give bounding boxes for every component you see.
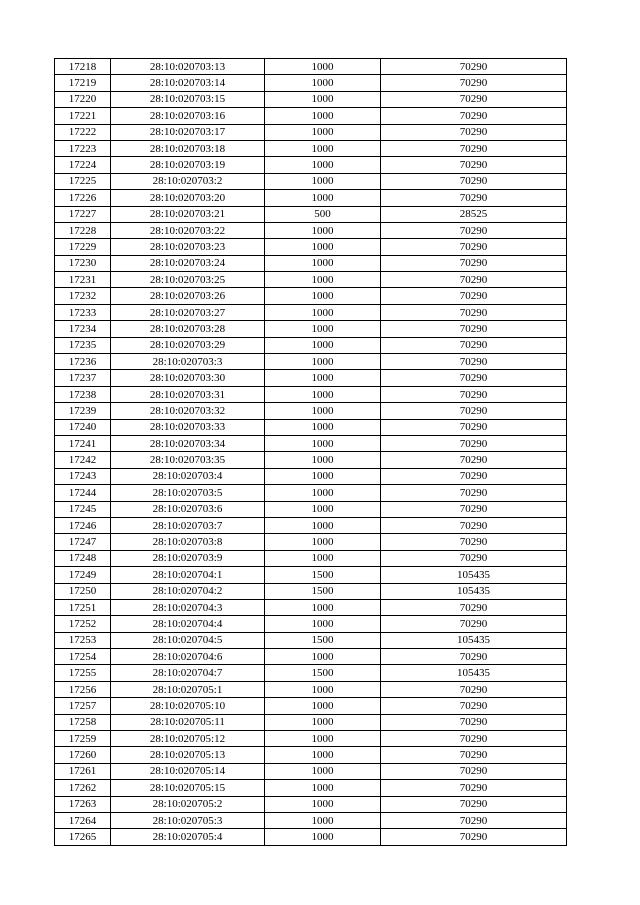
- area-cell: 1000: [265, 796, 381, 812]
- table-row: [55, 75, 567, 91]
- cadastral-number-cell: 28:10:020705:15: [111, 780, 265, 796]
- row-number-cell: 17247: [55, 534, 111, 550]
- row-number-cell: 17257: [55, 698, 111, 714]
- table-row: [55, 386, 567, 402]
- row-number-cell: 17245: [55, 501, 111, 517]
- table-row: [55, 550, 567, 566]
- cadastral-number-cell: 28:10:020703:35: [111, 452, 265, 468]
- row-number-cell: 17224: [55, 157, 111, 173]
- value-cell: 70290: [381, 731, 567, 747]
- row-number-cell: 17265: [55, 829, 111, 845]
- value-cell: 70290: [381, 321, 567, 337]
- area-cell: 1000: [265, 386, 381, 402]
- cadastral-number-cell: 28:10:020705:14: [111, 763, 265, 779]
- row-number-cell: 17221: [55, 108, 111, 124]
- area-cell: 1000: [265, 517, 381, 533]
- area-cell: 500: [265, 206, 381, 222]
- row-number-cell: 17259: [55, 731, 111, 747]
- table-row: [55, 468, 567, 484]
- value-cell: 70290: [381, 616, 567, 632]
- row-number-cell: 17225: [55, 173, 111, 189]
- cadastral-number-cell: 28:10:020703:6: [111, 501, 265, 517]
- value-cell: 70290: [381, 485, 567, 501]
- table-row: [55, 534, 567, 550]
- area-cell: 1000: [265, 59, 381, 75]
- cadastral-number-cell: 28:10:020703:33: [111, 419, 265, 435]
- row-number-cell: 17252: [55, 616, 111, 632]
- row-number-cell: 17223: [55, 140, 111, 156]
- value-cell: 70290: [381, 452, 567, 468]
- table-row: [55, 583, 567, 599]
- row-number-cell: 17263: [55, 796, 111, 812]
- table-row: [55, 337, 567, 353]
- cadastral-number-cell: 28:10:020705:2: [111, 796, 265, 812]
- value-cell: 70290: [381, 599, 567, 615]
- area-cell: 1000: [265, 304, 381, 320]
- value-cell: 70290: [381, 173, 567, 189]
- row-number-cell: 17229: [55, 239, 111, 255]
- area-cell: 1000: [265, 763, 381, 779]
- row-number-cell: 17264: [55, 812, 111, 828]
- cadastral-number-cell: 28:10:020704:5: [111, 632, 265, 648]
- cadastral-number-cell: 28:10:020703:18: [111, 140, 265, 156]
- area-cell: 1000: [265, 419, 381, 435]
- area-cell: 1000: [265, 780, 381, 796]
- value-cell: 70290: [381, 59, 567, 75]
- cadastral-number-cell: 28:10:020703:22: [111, 222, 265, 238]
- area-cell: 1000: [265, 616, 381, 632]
- row-number-cell: 17234: [55, 321, 111, 337]
- area-cell: 1000: [265, 534, 381, 550]
- cadastral-number-cell: 28:10:020704:7: [111, 665, 265, 681]
- row-number-cell: 17254: [55, 649, 111, 665]
- cadastral-number-cell: 28:10:020703:21: [111, 206, 265, 222]
- area-cell: 1500: [265, 567, 381, 583]
- table-row: [55, 780, 567, 796]
- area-cell: 1000: [265, 157, 381, 173]
- value-cell: 70290: [381, 190, 567, 206]
- area-cell: 1000: [265, 501, 381, 517]
- data-table: [54, 58, 567, 846]
- row-number-cell: 17261: [55, 763, 111, 779]
- value-cell: 70290: [381, 124, 567, 140]
- area-cell: 1000: [265, 272, 381, 288]
- cadastral-number-cell: 28:10:020703:34: [111, 435, 265, 451]
- area-cell: 1000: [265, 140, 381, 156]
- cadastral-number-cell: 28:10:020705:13: [111, 747, 265, 763]
- area-cell: 1000: [265, 75, 381, 91]
- table-row: [55, 272, 567, 288]
- row-number-cell: 17227: [55, 206, 111, 222]
- cadastral-number-cell: 28:10:020703:16: [111, 108, 265, 124]
- table-row: [55, 124, 567, 140]
- cadastral-number-cell: 28:10:020704:1: [111, 567, 265, 583]
- area-cell: 1500: [265, 665, 381, 681]
- cadastral-number-cell: 28:10:020705:1: [111, 681, 265, 697]
- value-cell: 105435: [381, 665, 567, 681]
- row-number-cell: 17232: [55, 288, 111, 304]
- row-number-cell: 17255: [55, 665, 111, 681]
- table-row: [55, 370, 567, 386]
- row-number-cell: 17230: [55, 255, 111, 271]
- table-row: [55, 763, 567, 779]
- table-body: [55, 59, 567, 846]
- value-cell: 70290: [381, 763, 567, 779]
- table-row: [55, 599, 567, 615]
- cadastral-number-cell: 28:10:020703:15: [111, 91, 265, 107]
- table-row: [55, 419, 567, 435]
- table-row: [55, 649, 567, 665]
- value-cell: 70290: [381, 812, 567, 828]
- area-cell: 1000: [265, 403, 381, 419]
- table-row: [55, 632, 567, 648]
- table-row: [55, 731, 567, 747]
- table-row: [55, 206, 567, 222]
- row-number-cell: 17237: [55, 370, 111, 386]
- table-row: [55, 796, 567, 812]
- row-number-cell: 17243: [55, 468, 111, 484]
- value-cell: 70290: [381, 140, 567, 156]
- cadastral-number-cell: 28:10:020703:19: [111, 157, 265, 173]
- area-cell: 1000: [265, 108, 381, 124]
- cadastral-number-cell: 28:10:020703:14: [111, 75, 265, 91]
- value-cell: 70290: [381, 419, 567, 435]
- row-number-cell: 17260: [55, 747, 111, 763]
- row-number-cell: 17218: [55, 59, 111, 75]
- table-row: [55, 681, 567, 697]
- value-cell: 70290: [381, 370, 567, 386]
- table-row: [55, 222, 567, 238]
- table-row: [55, 829, 567, 845]
- value-cell: 70290: [381, 108, 567, 124]
- cadastral-number-cell: 28:10:020703:3: [111, 354, 265, 370]
- area-cell: 1000: [265, 321, 381, 337]
- table-row: [55, 616, 567, 632]
- cadastral-number-cell: 28:10:020704:3: [111, 599, 265, 615]
- value-cell: 70290: [381, 288, 567, 304]
- cadastral-number-cell: 28:10:020703:20: [111, 190, 265, 206]
- value-cell: 70290: [381, 403, 567, 419]
- value-cell: 70290: [381, 714, 567, 730]
- row-number-cell: 17249: [55, 567, 111, 583]
- table-row: [55, 435, 567, 451]
- value-cell: 70290: [381, 649, 567, 665]
- value-cell: 28525: [381, 206, 567, 222]
- cadastral-number-cell: 28:10:020705:3: [111, 812, 265, 828]
- area-cell: 1000: [265, 124, 381, 140]
- cadastral-number-cell: 28:10:020703:25: [111, 272, 265, 288]
- value-cell: 70290: [381, 157, 567, 173]
- value-cell: 70290: [381, 272, 567, 288]
- table-row: [55, 665, 567, 681]
- row-number-cell: 17248: [55, 550, 111, 566]
- row-number-cell: 17233: [55, 304, 111, 320]
- value-cell: 105435: [381, 567, 567, 583]
- row-number-cell: 17226: [55, 190, 111, 206]
- area-cell: 1000: [265, 255, 381, 271]
- table-row: [55, 157, 567, 173]
- value-cell: 70290: [381, 386, 567, 402]
- table-row: [55, 140, 567, 156]
- row-number-cell: 17240: [55, 419, 111, 435]
- area-cell: 1000: [265, 173, 381, 189]
- table-row: [55, 304, 567, 320]
- cadastral-number-cell: 28:10:020705:10: [111, 698, 265, 714]
- row-number-cell: 17219: [55, 75, 111, 91]
- value-cell: 70290: [381, 829, 567, 845]
- cadastral-number-cell: 28:10:020703:32: [111, 403, 265, 419]
- row-number-cell: 17241: [55, 435, 111, 451]
- cadastral-number-cell: 28:10:020703:8: [111, 534, 265, 550]
- cadastral-number-cell: 28:10:020703:5: [111, 485, 265, 501]
- area-cell: 1000: [265, 747, 381, 763]
- cadastral-number-cell: 28:10:020703:31: [111, 386, 265, 402]
- area-cell: 1000: [265, 91, 381, 107]
- cadastral-number-cell: 28:10:020703:7: [111, 517, 265, 533]
- value-cell: 70290: [381, 91, 567, 107]
- cadastral-number-cell: 28:10:020704:6: [111, 649, 265, 665]
- value-cell: 70290: [381, 255, 567, 271]
- cadastral-number-cell: 28:10:020705:11: [111, 714, 265, 730]
- area-cell: 1000: [265, 337, 381, 353]
- cadastral-number-cell: 28:10:020703:30: [111, 370, 265, 386]
- cadastral-number-cell: 28:10:020705:4: [111, 829, 265, 845]
- cadastral-number-cell: 28:10:020703:2: [111, 173, 265, 189]
- table-row: [55, 59, 567, 75]
- value-cell: 70290: [381, 354, 567, 370]
- area-cell: 1000: [265, 599, 381, 615]
- row-number-cell: 17262: [55, 780, 111, 796]
- table-row: [55, 714, 567, 730]
- table-row: [55, 255, 567, 271]
- table-row: [55, 485, 567, 501]
- row-number-cell: 17246: [55, 517, 111, 533]
- area-cell: 1000: [265, 239, 381, 255]
- table-row: [55, 288, 567, 304]
- table-row: [55, 321, 567, 337]
- row-number-cell: 17222: [55, 124, 111, 140]
- area-cell: 1000: [265, 550, 381, 566]
- value-cell: 70290: [381, 534, 567, 550]
- area-cell: 1000: [265, 435, 381, 451]
- area-cell: 1000: [265, 698, 381, 714]
- row-number-cell: 17220: [55, 91, 111, 107]
- table-row: [55, 173, 567, 189]
- row-number-cell: 17253: [55, 632, 111, 648]
- area-cell: 1500: [265, 632, 381, 648]
- value-cell: 70290: [381, 517, 567, 533]
- area-cell: 1000: [265, 354, 381, 370]
- cadastral-number-cell: 28:10:020705:12: [111, 731, 265, 747]
- row-number-cell: 17231: [55, 272, 111, 288]
- cadastral-number-cell: 28:10:020703:23: [111, 239, 265, 255]
- row-number-cell: 17244: [55, 485, 111, 501]
- value-cell: 70290: [381, 747, 567, 763]
- area-cell: 1000: [265, 222, 381, 238]
- cadastral-number-cell: 28:10:020703:29: [111, 337, 265, 353]
- table-row: [55, 452, 567, 468]
- row-number-cell: 17236: [55, 354, 111, 370]
- table-row: [55, 812, 567, 828]
- cadastral-number-cell: 28:10:020704:2: [111, 583, 265, 599]
- cadastral-number-cell: 28:10:020703:27: [111, 304, 265, 320]
- area-cell: 1000: [265, 812, 381, 828]
- row-number-cell: 17242: [55, 452, 111, 468]
- value-cell: 70290: [381, 550, 567, 566]
- value-cell: 70290: [381, 501, 567, 517]
- value-cell: 70290: [381, 239, 567, 255]
- cadastral-number-cell: 28:10:020703:13: [111, 59, 265, 75]
- area-cell: 1500: [265, 583, 381, 599]
- area-cell: 1000: [265, 714, 381, 730]
- row-number-cell: 17228: [55, 222, 111, 238]
- row-number-cell: 17239: [55, 403, 111, 419]
- value-cell: 70290: [381, 681, 567, 697]
- table-row: [55, 403, 567, 419]
- value-cell: 105435: [381, 583, 567, 599]
- table-row: [55, 698, 567, 714]
- area-cell: 1000: [265, 485, 381, 501]
- table-row: [55, 239, 567, 255]
- area-cell: 1000: [265, 190, 381, 206]
- row-number-cell: 17258: [55, 714, 111, 730]
- value-cell: 70290: [381, 435, 567, 451]
- value-cell: 70290: [381, 698, 567, 714]
- row-number-cell: 17256: [55, 681, 111, 697]
- value-cell: 70290: [381, 796, 567, 812]
- cadastral-number-cell: 28:10:020704:4: [111, 616, 265, 632]
- area-cell: 1000: [265, 288, 381, 304]
- table-row: [55, 501, 567, 517]
- area-cell: 1000: [265, 829, 381, 845]
- table-row: [55, 91, 567, 107]
- cadastral-number-cell: 28:10:020703:9: [111, 550, 265, 566]
- table-row: [55, 190, 567, 206]
- area-cell: 1000: [265, 731, 381, 747]
- area-cell: 1000: [265, 649, 381, 665]
- table-row: [55, 567, 567, 583]
- value-cell: 70290: [381, 75, 567, 91]
- area-cell: 1000: [265, 468, 381, 484]
- area-cell: 1000: [265, 681, 381, 697]
- table-row: [55, 108, 567, 124]
- row-number-cell: 17238: [55, 386, 111, 402]
- value-cell: 70290: [381, 337, 567, 353]
- row-number-cell: 17250: [55, 583, 111, 599]
- value-cell: 70290: [381, 222, 567, 238]
- area-cell: 1000: [265, 370, 381, 386]
- value-cell: 105435: [381, 632, 567, 648]
- cadastral-number-cell: 28:10:020703:24: [111, 255, 265, 271]
- value-cell: 70290: [381, 304, 567, 320]
- area-cell: 1000: [265, 452, 381, 468]
- value-cell: 70290: [381, 468, 567, 484]
- cadastral-number-cell: 28:10:020703:17: [111, 124, 265, 140]
- cadastral-number-cell: 28:10:020703:28: [111, 321, 265, 337]
- value-cell: 70290: [381, 780, 567, 796]
- cadastral-number-cell: 28:10:020703:4: [111, 468, 265, 484]
- table-row: [55, 747, 567, 763]
- row-number-cell: 17235: [55, 337, 111, 353]
- table-row: [55, 517, 567, 533]
- table-row: [55, 354, 567, 370]
- cadastral-number-cell: 28:10:020703:26: [111, 288, 265, 304]
- row-number-cell: 17251: [55, 599, 111, 615]
